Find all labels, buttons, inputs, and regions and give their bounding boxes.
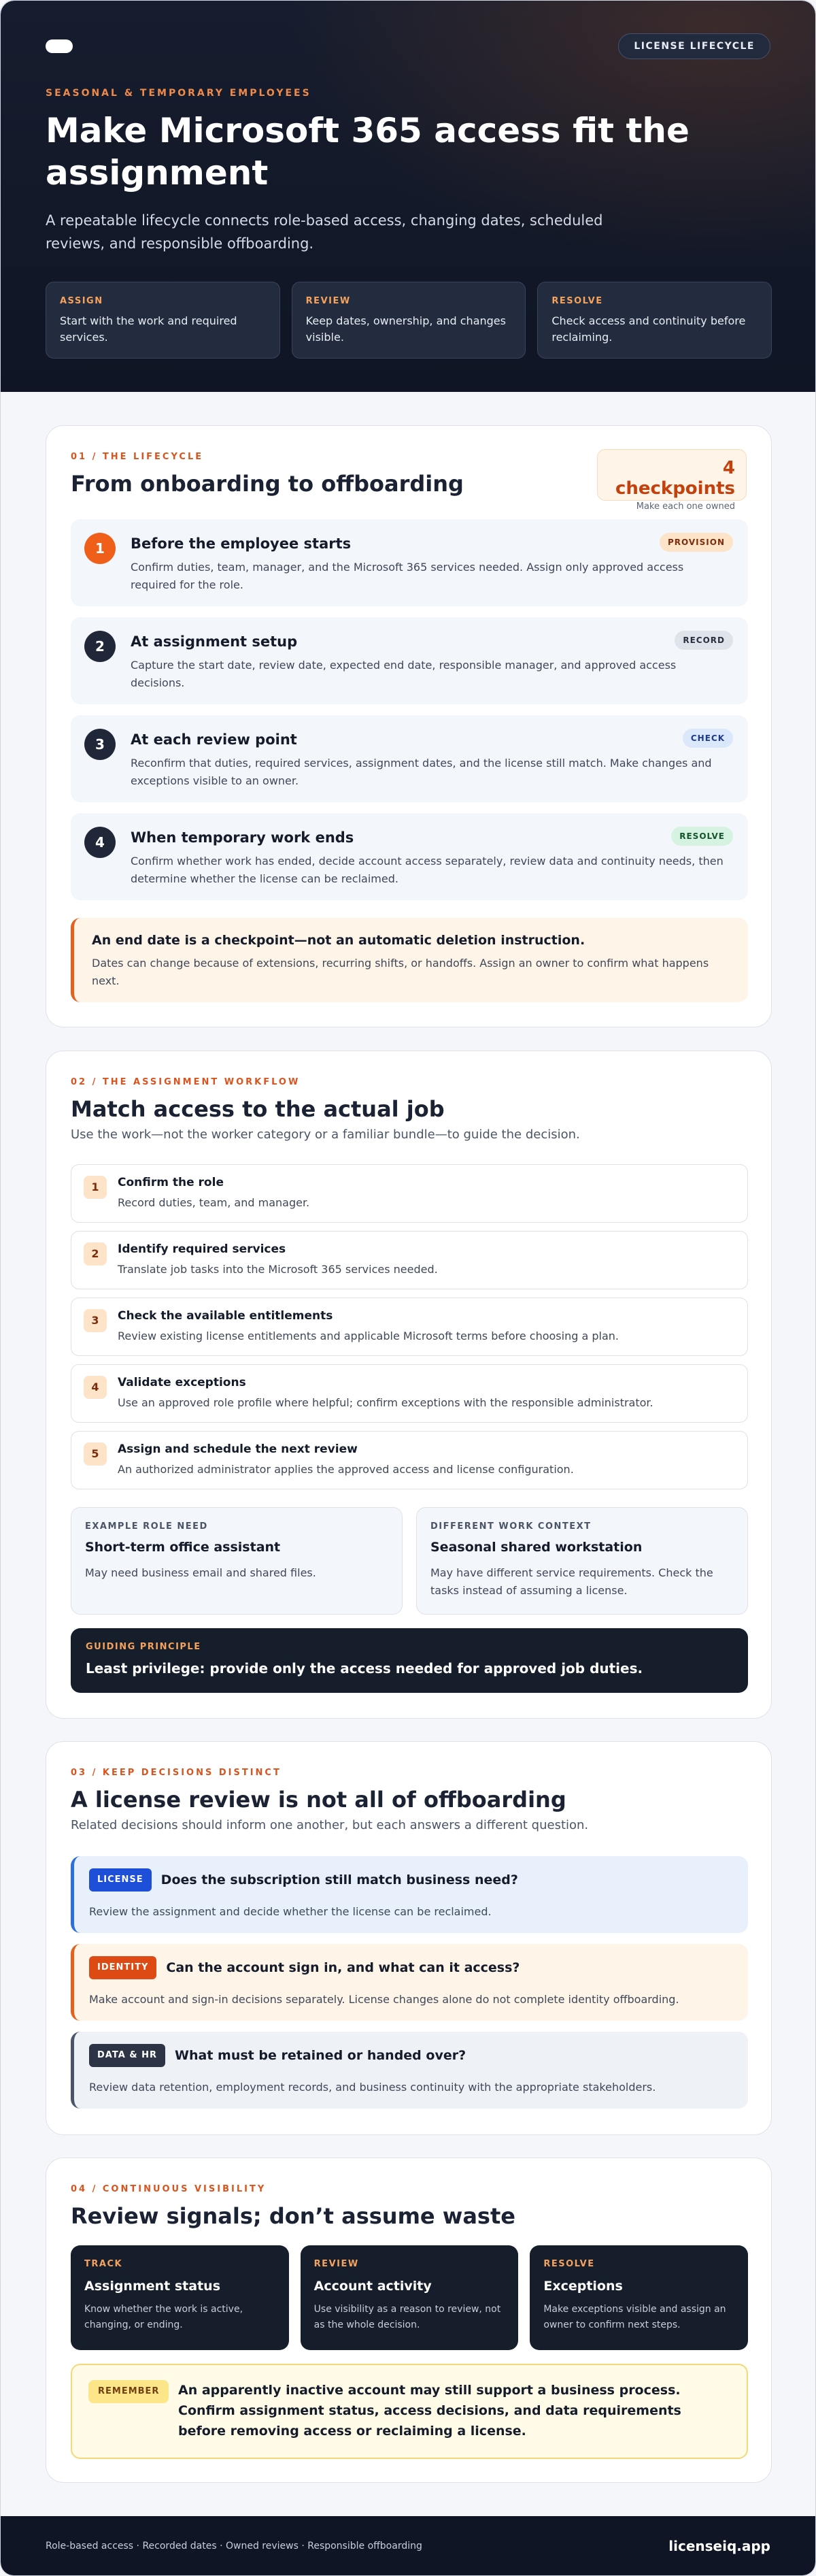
step-description: Capture the start date, review date, expected end date, responsible manager, and approved access decisions. xyxy=(131,659,677,689)
step-description: Confirm whether work has ended, decide account access separately, review data and continuity needs, then determine whether the license can be reclaimed. xyxy=(131,855,724,885)
workflow-description: An authorized administrator applies the approved access and license configuration. xyxy=(118,1463,574,1476)
signal-label: TRACK xyxy=(84,2259,123,2269)
remember-callout xyxy=(71,2364,748,2459)
context-description: May need business email and shared files. xyxy=(85,1566,316,1579)
principle-text: Least privilege: provide only the access needed for approved job duties. xyxy=(86,1660,643,1677)
hero-card-text: Check access and continuity before reclaiming. xyxy=(551,314,746,344)
workflow-item xyxy=(71,1364,748,1423)
decision-question: Does the subscription still match business need? xyxy=(160,1872,518,1887)
workflow-title: Assign and schedule the next review xyxy=(118,1442,358,1456)
checkpoint-count-value: 4 checkpoints xyxy=(615,458,735,499)
step-number: 1 xyxy=(84,533,116,564)
signal-title: Assignment status xyxy=(84,2279,221,2294)
workflow-item xyxy=(71,1164,748,1223)
workflow-number: 2 xyxy=(84,1242,107,1266)
section-lead: Related decisions should inform one another, but each answers a different question. xyxy=(71,1818,589,1832)
record-tag: RECORD xyxy=(675,631,733,650)
section-title: From onboarding to offboarding xyxy=(71,471,464,497)
workflow-description: Use an approved role profile where helpful; confirm exceptions with the responsible administrator. xyxy=(118,1396,653,1409)
section-title: Match access to the actual job xyxy=(71,1096,445,1122)
lifecycle-badge: LICENSE LIFECYCLE xyxy=(618,33,770,59)
decision-description: Review data retention, employment records, and business continuity with the appropriate stakeholders. xyxy=(89,2081,656,2094)
hero-card-review xyxy=(292,282,526,359)
signal-label: REVIEW xyxy=(313,2259,359,2269)
workflow-description: Record duties, team, and manager. xyxy=(118,1196,310,1209)
provision-tag: PROVISION xyxy=(660,533,733,552)
section-eyebrow: 01 / THE LIFECYCLE xyxy=(71,452,204,462)
decision-license xyxy=(71,1856,748,1933)
decision-description: Review the assignment and decide whether the license can be reclaimed. xyxy=(89,1905,492,1918)
footer xyxy=(1,2516,815,2576)
lifecycle-step xyxy=(71,519,748,606)
decision-description: Make account and sign-in decisions separately. License changes alone do not complete identity offboarding. xyxy=(89,1993,679,2006)
identity-tag: IDENTITY xyxy=(89,1956,156,1979)
workflow-description: Review existing license entitlements and applicable Microsoft terms before choosing a plan. xyxy=(118,1330,619,1342)
workflow-title: Identify required services xyxy=(118,1242,286,1256)
hero-card-text: Keep dates, ownership, and changes visible. xyxy=(305,314,506,344)
decision-data-hr xyxy=(71,2032,748,2109)
signal-card-resolve xyxy=(530,2245,748,2350)
context-label: DIFFERENT WORK CONTEXT xyxy=(430,1521,592,1532)
decision-question: Can the account sign in, and what can it access? xyxy=(166,1960,520,1975)
end-date-callout xyxy=(71,918,748,1002)
lifecycle-step xyxy=(71,813,748,900)
workflow-list xyxy=(71,1164,748,1498)
principle-label: GUIDING PRINCIPLE xyxy=(86,1642,201,1652)
guiding-principle xyxy=(71,1628,748,1693)
workflow-title: Check the available entitlements xyxy=(118,1309,333,1323)
hero-card-label: ASSIGN xyxy=(60,296,103,306)
signal-card-review xyxy=(301,2245,519,2350)
signal-card-track xyxy=(71,2245,289,2350)
page-title: Make Microsoft 365 access fit the assignment xyxy=(46,111,690,193)
signal-description: Know whether the work is active, changing, or ending. xyxy=(84,2304,243,2330)
workflow-number: 4 xyxy=(84,1376,107,1399)
step-title: Before the employee starts xyxy=(131,535,352,552)
section-eyebrow: 02 / THE ASSIGNMENT WORKFLOW xyxy=(71,1077,301,1087)
signal-description: Use visibility as a reason to review, not as the whole decision. xyxy=(313,2304,501,2330)
footer-brand-link[interactable]: licenseiq.app xyxy=(668,2538,770,2554)
footer-tagline: Role-based access · Recorded dates · Owned reviews · Responsible offboarding xyxy=(46,2541,422,2552)
step-number: 2 xyxy=(84,631,116,662)
workflow-title: Confirm the role xyxy=(118,1176,224,1189)
data-hr-tag: DATA & HR xyxy=(89,2044,165,2067)
logo-pill xyxy=(46,39,73,53)
workflow-number: 5 xyxy=(84,1442,107,1466)
checkpoint-count-caption: Make each one owned xyxy=(636,501,735,512)
context-label: EXAMPLE ROLE NEED xyxy=(85,1521,208,1532)
section-eyebrow: 03 / KEEP DECISIONS DISTINCT xyxy=(71,1768,282,1778)
callout-text: Dates can change because of extensions, recurring shifts, or handoffs. Assign an owner to confirm what happens next. xyxy=(92,957,709,987)
remember-tag: REMEMBER xyxy=(88,2380,169,2403)
hero-card-assign xyxy=(46,282,280,359)
workflow-number: 3 xyxy=(84,1309,107,1332)
signal-title: Exceptions xyxy=(543,2279,623,2294)
hero-eyebrow: SEASONAL & TEMPORARY EMPLOYEES xyxy=(46,88,311,99)
decisions-section xyxy=(46,1741,772,2135)
decision-question: What must be retained or handed over? xyxy=(175,2048,466,2063)
signal-title: Account activity xyxy=(313,2279,432,2294)
step-title: At assignment setup xyxy=(131,633,298,650)
hero-cards xyxy=(46,282,772,359)
workflow-item xyxy=(71,1231,748,1289)
context-title: Short-term office assistant xyxy=(85,1540,281,1555)
lifecycle-step xyxy=(71,715,748,802)
signals-section xyxy=(46,2158,772,2483)
resolve-tag: RESOLVE xyxy=(671,827,733,846)
context-title: Seasonal shared workstation xyxy=(430,1540,643,1555)
section-lead: Use the work—not the worker category or a familiar bundle—to guide the decision. xyxy=(71,1127,580,1142)
hero-card-label: REVIEW xyxy=(305,296,351,306)
workflow-item xyxy=(71,1298,748,1356)
context-card-workstation xyxy=(416,1507,748,1615)
hero xyxy=(1,1,815,392)
workflow-item xyxy=(71,1431,748,1489)
lifecycle-steps xyxy=(71,519,748,911)
check-tag: CHECK xyxy=(683,729,733,748)
section-title: Review signals; don’t assume waste xyxy=(71,2203,515,2229)
hero-card-label: RESOLVE xyxy=(551,296,603,306)
step-title: At each review point xyxy=(131,731,297,748)
callout-title: An end date is a checkpoint—not an automatic deletion instruction. xyxy=(92,933,585,948)
decision-identity xyxy=(71,1944,748,2021)
checkpoint-count xyxy=(597,449,747,512)
step-number: 4 xyxy=(84,827,116,858)
remember-text: An apparently inactive account may still support a business process. Confirm assignment status, access decisions, and data requirements before removing access or reclaiming a license. xyxy=(178,2383,681,2439)
lifecycle-step xyxy=(71,617,748,704)
hero-subtitle: A repeatable lifecycle connects role-based access, changing dates, scheduled reviews, and responsible offboarding. xyxy=(46,212,603,252)
workflow-section xyxy=(46,1051,772,1719)
lifecycle-section xyxy=(46,425,772,1027)
workflow-description: Translate job tasks into the Microsoft 365 services needed. xyxy=(118,1263,438,1276)
context-cards xyxy=(71,1507,748,1615)
step-number: 3 xyxy=(84,729,116,760)
section-eyebrow: 04 / CONTINUOUS VISIBILITY xyxy=(71,2184,267,2194)
hero-card-text: Start with the work and required services. xyxy=(60,314,237,344)
context-description: May have different service requirements. Check the tasks instead of assuming a license. xyxy=(430,1566,713,1597)
signal-label: RESOLVE xyxy=(543,2259,595,2269)
step-description: Confirm duties, team, manager, and the Microsoft 365 services needed. Assign only approved access required for the role. xyxy=(131,561,684,591)
signal-cards xyxy=(71,2245,748,2350)
step-description: Reconfirm that duties, required services, assignment dates, and the license still match. Make changes and exceptions visible to an owner. xyxy=(131,757,712,787)
context-card-role xyxy=(71,1507,403,1615)
signal-description: Make exceptions visible and assign an owner to confirm next steps. xyxy=(543,2304,726,2330)
license-tag: LICENSE xyxy=(89,1868,152,1892)
workflow-title: Validate exceptions xyxy=(118,1376,246,1389)
section-title: A license review is not all of offboarding xyxy=(71,1787,566,1813)
step-title: When temporary work ends xyxy=(131,829,354,846)
workflow-number: 1 xyxy=(84,1176,107,1199)
hero-card-resolve xyxy=(537,282,772,359)
